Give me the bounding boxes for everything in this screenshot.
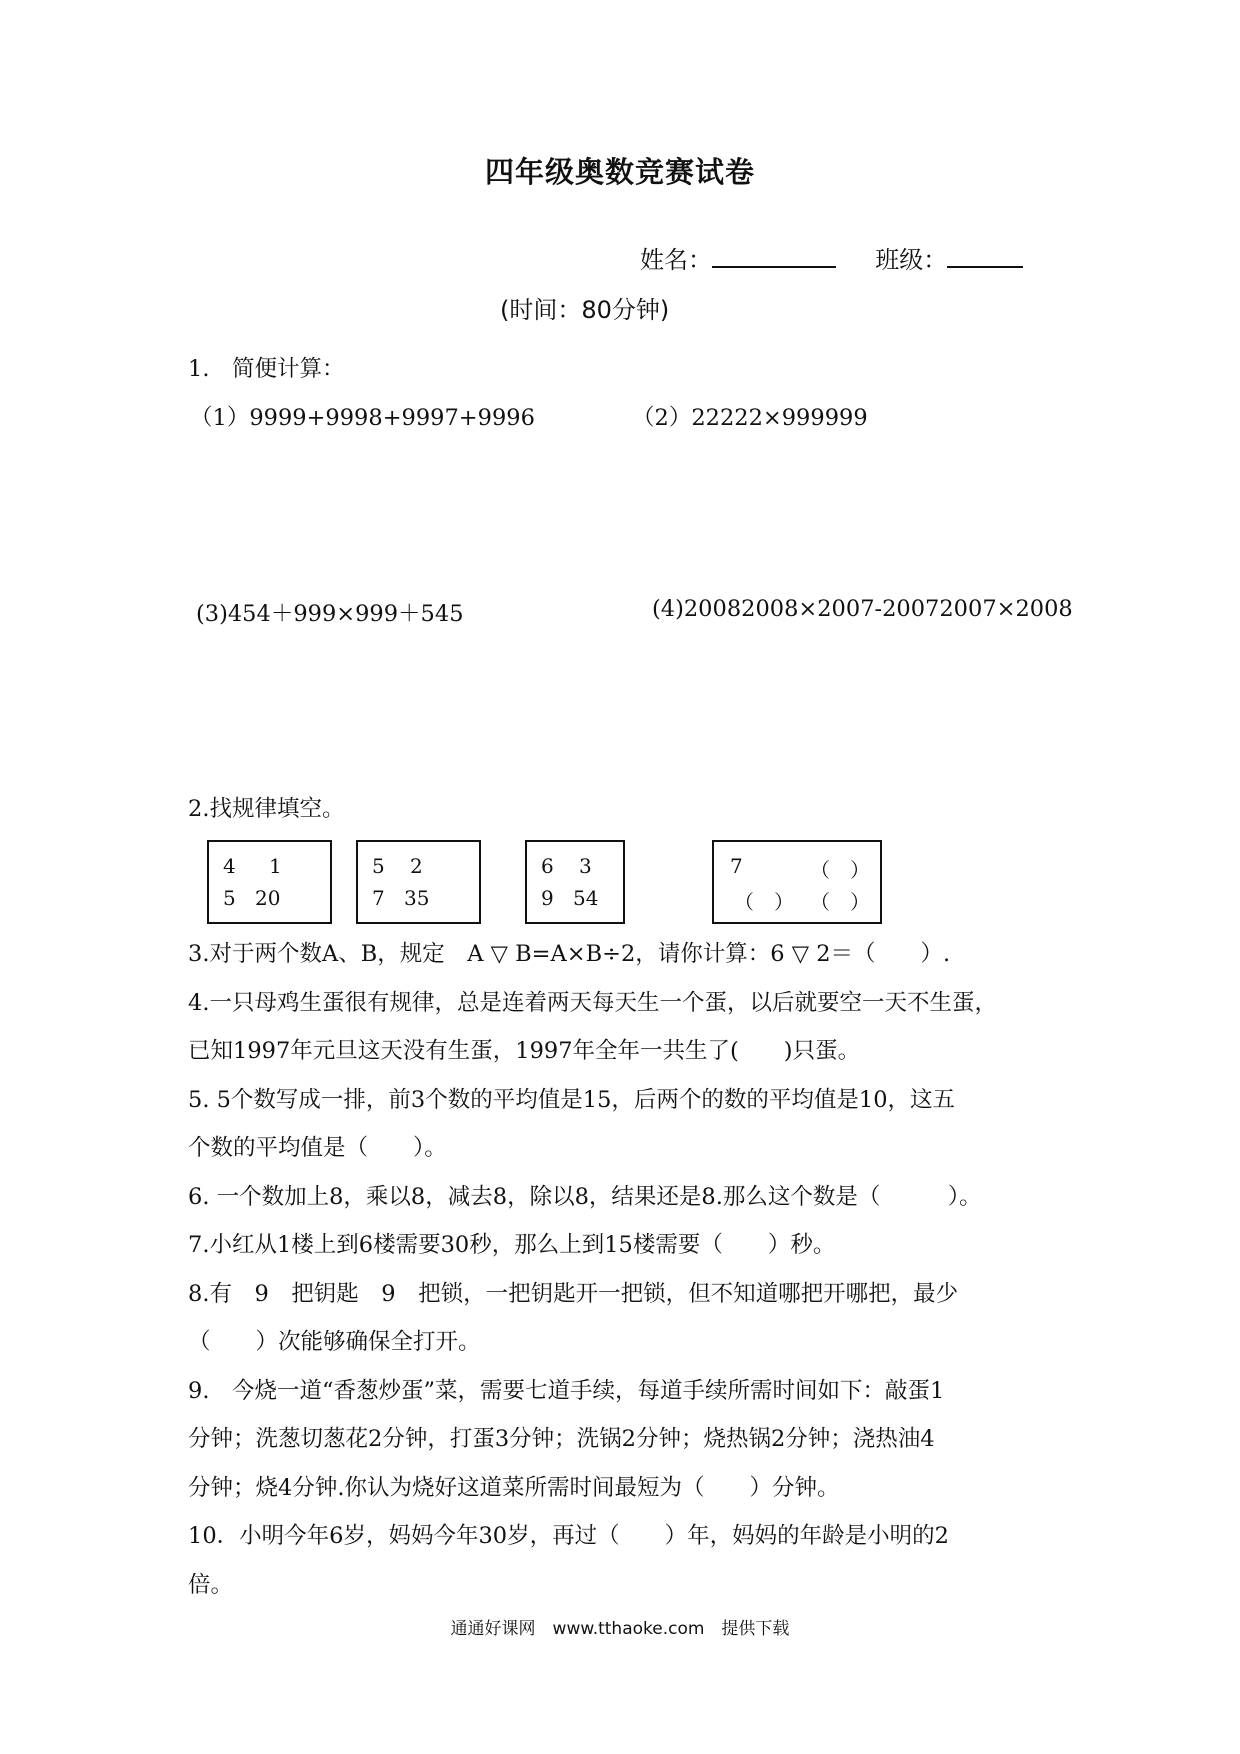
pattern-cell: 6: [541, 854, 554, 878]
pattern-answer-blank[interactable]: （ ）: [734, 890, 794, 914]
time-limit: (时间：80分钟): [500, 296, 670, 324]
question-line: 3.对于两个数A、B，规定 A ▽ B=A×B÷2，请你计算：6 ▽ 2＝（ ）.: [188, 941, 951, 967]
q1-heading: 1. 简便计算：: [188, 356, 345, 382]
pattern-box-3: [525, 840, 625, 924]
question-line: 7.小红从1楼上到6楼需要30秒，那么上到15楼需要（ ）秒。: [188, 1232, 836, 1258]
question-line: （ ）次能够确保全打开。: [188, 1329, 481, 1355]
page-title: 四年级奥数竞赛试卷: [484, 155, 755, 189]
pattern-cell: 4: [223, 854, 236, 878]
pattern-cell: 2: [410, 854, 423, 878]
class-blank[interactable]: [947, 242, 1023, 268]
pattern-answer-blank[interactable]: （ ）: [810, 890, 870, 914]
question-line: 已知1997年元旦这天没有生蛋，1997年全年一共生了( )只蛋。: [188, 1038, 861, 1064]
pattern-answer-blank[interactable]: （ ）: [810, 858, 870, 882]
q1-item-4: (4)20082008×2007-20072007×2008: [652, 596, 1073, 622]
question-line: 分钟；烧4分钟.你认为烧好这道菜所需时间最短为（ ）分钟。: [188, 1475, 840, 1501]
class-label: 班级：: [875, 246, 948, 274]
question-line: 个数的平均值是（ ）。: [188, 1135, 447, 1161]
q2-heading: 2.找规律填空。: [188, 796, 345, 822]
footer-source: 通通好课网 www.tthaoke.com 提供下载: [450, 1619, 790, 1639]
q1-item-3: (3)454＋999×999＋545: [196, 601, 464, 627]
name-blank[interactable]: [712, 242, 836, 268]
pattern-box-1: [207, 840, 332, 924]
question-line: 8.有 9 把钥匙 9 把锁，一把钥匙开一把锁，但不知道哪把开哪把，最少: [188, 1281, 959, 1307]
pattern-cell: 7: [372, 886, 385, 910]
pattern-cell: 1: [269, 854, 282, 878]
question-line: 5. 5个数写成一排，前3个数的平均值是15，后两个的数的平均值是10，这五: [188, 1087, 956, 1113]
pattern-box-2: [356, 840, 481, 924]
question-line: 4.一只母鸡生蛋很有规律，总是连着两天每天生一个蛋，以后就要空一天不生蛋，: [188, 990, 997, 1016]
pattern-cell: 5: [372, 854, 385, 878]
name-label: 姓名：: [640, 246, 712, 274]
question-line: 6. 一个数加上8，乘以8，减去8，除以8，结果还是8.那么这个数是（ ）。: [188, 1184, 982, 1210]
pattern-cell: 35: [404, 886, 430, 910]
pattern-cell: 54: [573, 886, 599, 910]
pattern-box-4: [712, 840, 882, 924]
pattern-cell: 5: [223, 886, 236, 910]
question-line: 10．小明今年6岁，妈妈今年30岁，再过（ ）年，妈妈的年龄是小明的2: [188, 1523, 949, 1549]
q1-item-1: （1）9999+9998+9997+9996: [190, 405, 535, 431]
question-line: 倍。: [188, 1572, 234, 1598]
pattern-cell: 7: [730, 854, 743, 878]
question-line: 分钟；洗葱切葱花2分钟，打蛋3分钟；洗锅2分钟；烧热锅2分钟；浇热油4: [188, 1426, 935, 1452]
pattern-cell: 20: [255, 886, 281, 910]
name-field-row: [640, 240, 1023, 275]
q1-item-2: （2）22222×999999: [632, 405, 868, 431]
question-line: 9. 今烧一道“香葱炒蛋”菜，需要七道手续，每道手续所需时间如下：敲蛋1: [188, 1378, 945, 1404]
pattern-cell: 9: [541, 886, 554, 910]
pattern-cell: 3: [579, 854, 592, 878]
